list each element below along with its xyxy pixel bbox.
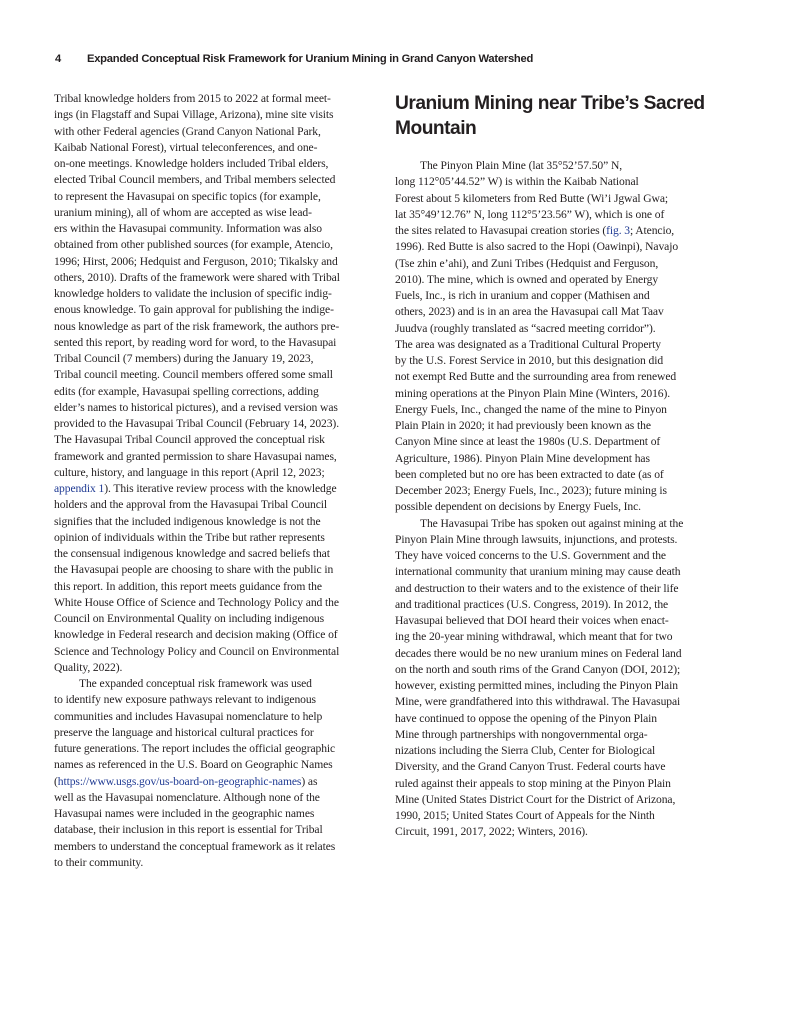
- text-line: Energy Fuels, Inc., changed the name of the mine to Pinyon: [395, 402, 667, 416]
- text-line: 1990, 2015; United States Court of Appeals for the Ninth: [395, 809, 655, 822]
- text-line: Science and Technology Policy and Council on Environmental: [54, 644, 340, 658]
- text-line: Havasupai believed that DOI heard their voices when enact-: [395, 614, 669, 627]
- text-line: The area was designated as a Traditional Cultural Property: [395, 337, 661, 351]
- text-line: 2010). The mine, which is owned and operated by Energy: [395, 272, 659, 286]
- text-line: Quality, 2022).: [54, 660, 123, 674]
- text-line: Tribal knowledge holders from 2015 to 2022 at formal meet-: [54, 92, 331, 105]
- text-line: elder’s names to historical pictures), and a revised version was: [54, 400, 338, 414]
- text-line: the consensual indigenous knowledge and sacred beliefs that: [54, 547, 330, 560]
- text-line: provided to the Havasupai Tribal Council (February 14, 2023).: [54, 417, 339, 430]
- text-line: Mine through partnerships with nongovernmental orga-: [395, 727, 648, 741]
- section-heading-line: Uranium Mining near Tribe’s Sacred: [395, 93, 705, 114]
- text-line: international community that uranium mining may cause death: [395, 565, 681, 579]
- text-line: ing the 20-year mining withdrawal, which meant that for two: [395, 630, 673, 644]
- text-line: by the U.S. Forest Service in 2010, but this designation did: [395, 354, 664, 367]
- text-line: 1996; Hirst, 2006; Hedquist and Ferguson, 2010; Tikalsky and: [54, 254, 338, 268]
- section-heading-line: Mountain: [395, 118, 477, 139]
- text-line: The expanded conceptual risk framework was used: [79, 677, 312, 690]
- text-segment: (: [54, 774, 58, 788]
- text-segment: ). This iterative review process with the knowledge: [104, 482, 337, 495]
- text-line: on-one meetings. Knowledge holders included Tribal elders,: [54, 157, 329, 170]
- text-line: Plain Plain in 2020; it had previously been known as the: [395, 419, 651, 432]
- text-line: The Havasupai Tribe has spoken out against mining at the: [420, 516, 684, 530]
- text-line: culture, history, and language in this report (April 12, 2023;: [54, 465, 325, 479]
- text-line: ruled against their appeals to stop mining at the Pinyon Plain: [395, 776, 671, 790]
- text-segment: ) as: [301, 774, 318, 788]
- text-line: signifies that the included indigenous knowledge is not the: [54, 514, 321, 528]
- text-line: to their community.: [54, 855, 144, 869]
- text-line: knowledge holders to validate the inclusion of specific indig-: [54, 287, 332, 300]
- text-segment: ; Atencio,: [630, 224, 675, 237]
- text-line: others, 2023) and is in an area the Havasupai call Mat Taav: [395, 305, 664, 319]
- text-line: holders and the approval from the Havasupai Tribal Council: [54, 498, 328, 512]
- running-head: [55, 53, 755, 65]
- text-line: Agriculture, 1986). Pinyon Plain Mine development has: [395, 451, 650, 465]
- inline-link[interactable]: appendix 1: [54, 482, 105, 495]
- text-line: [54, 774, 380, 790]
- text-line: Tribal council meeting. Council members offered some small: [54, 368, 333, 382]
- left-column: [54, 91, 380, 871]
- section-heading: [395, 91, 724, 141]
- text-line: edits (for example, Havasupai spelling corrections, adding: [54, 384, 319, 398]
- text-line: Diversity, and the Grand Canyon Trust. Federal courts have: [395, 760, 666, 774]
- text-line: opinion of individuals within the Tribe but rather represents: [54, 530, 325, 544]
- text-line: ings (in Flagstaff and Supai Village, Arizona), mine site visits: [54, 108, 334, 122]
- text-line: future generations. The report includes the official geographic: [54, 742, 336, 755]
- running-head-title: Expanded Conceptual Risk Framework for Uranium Mining in Grand Canyon Watershed: [87, 53, 534, 65]
- text-line: Council on Environmental Quality on including indigenous: [54, 612, 325, 625]
- text-line: this report. In addition, this report meets guidance from the: [54, 579, 322, 593]
- text-line: been completed but no ore has been extracted to date (as of: [395, 467, 664, 481]
- right-column: [395, 91, 724, 841]
- text-line: and traditional practices (U.S. Congress, 2019). In 2012, the: [395, 597, 669, 611]
- inline-link[interactable]: https://www.usgs.gov/us-board-on-geographic-names: [57, 774, 302, 788]
- text-line: framework and granted permission to share Havasupai names,: [54, 449, 337, 463]
- text-line: Fuels, Inc., is rich in uranium and copper (Mathisen and: [395, 289, 650, 302]
- text-line: and destruction to their waters and to the existence of their life: [395, 581, 679, 595]
- text-line: December 2023; Energy Fuels, Inc., 2023); future mining is: [395, 484, 667, 497]
- text-line: Kaibab National Forest), virtual teleconferences, and one-: [54, 140, 318, 154]
- text-line: on the north and south rims of the Grand Canyon (DOI, 2012);: [395, 662, 681, 676]
- text-line: The Havasupai Tribal Council approved the conceptual risk: [54, 433, 325, 447]
- text-line: Havasupai names were included in the geographic names: [54, 807, 315, 820]
- text-line: obtained from other published sources (for example, Atencio,: [54, 238, 333, 252]
- text-line: knowledge in Federal research and decision making (Office of: [54, 628, 338, 642]
- text-line: They have voiced concerns to the U.S. Government and the: [395, 549, 666, 562]
- text-line: to represent the Havasupai on specific topics (for example,: [54, 189, 321, 203]
- text-line: Mine, were grandfathered into this withdrawal. The Havasupai: [395, 695, 681, 709]
- text-line: elected Tribal Council members, and Tribal members selected: [54, 173, 336, 187]
- text-line: preserve the language and historical cultural practices for: [54, 725, 314, 739]
- text-line: Forest about 5 kilometers from Red Butte (Wi’i Jgwal Gwa;: [395, 191, 668, 205]
- text-line: however, existing permitted mines, including the Pinyon Plain: [395, 679, 678, 692]
- text-line: long 112°05’44.52” W) is within the Kaibab National: [395, 175, 639, 189]
- text-line: Mine (United States District Court for the District of Arizona,: [395, 792, 676, 806]
- text-line: the Havasupai people are choosing to share with the public in: [54, 563, 334, 577]
- text-line: possible dependent on decisions by Energy Fuels, Inc.: [395, 500, 641, 514]
- text-line: [395, 223, 724, 239]
- text-line: others, 2010). Drafts of the framework were shared with Tribal: [54, 270, 340, 284]
- text-line: with other Federal agencies (Grand Canyon National Park,: [54, 124, 321, 138]
- text-line: ers within the Havasupai community. Information was also: [54, 222, 322, 235]
- text-line: have continued to oppose the opening of the Pinyon Plain: [395, 711, 657, 725]
- right-column-body: [395, 158, 724, 841]
- text-line: Juudva (roughly translated as “sacred meeting corridor”).: [395, 321, 656, 335]
- text-line: 1996). Red Butte is also sacred to the Hopi (Oawinpi), Navajo: [395, 240, 679, 254]
- text-line: Pinyon Plain Mine through lawsuits, injunctions, and protests.: [395, 532, 678, 546]
- text-line: sented this report, by reading word for word, to the Havasupai: [54, 335, 337, 349]
- text-line: [54, 481, 380, 497]
- text-line: (Tse zhin e’ahi), and Zuni Tribes (Hedquist and Ferguson,: [395, 256, 659, 270]
- text-line: Canyon Mine since at least the 1980s (U.S. Department of: [395, 435, 661, 449]
- text-line: not exempt Red Butte and the surrounding area from renewed: [395, 370, 677, 384]
- text-line: database, their inclusion in this report is essential for Tribal: [54, 823, 323, 837]
- text-line: to identify new exposure pathways relevant to indigenous: [54, 693, 316, 707]
- text-line: uranium mining), all of whom are accepted as wise lead-: [54, 205, 312, 219]
- text-line: mining operations at the Pinyon Plain Mine (Winters, 2016).: [395, 386, 671, 400]
- text-segment: the sites related to Havasupai creation stories (: [395, 224, 607, 237]
- text-line: members to understand the conceptual framework as it relates: [54, 839, 336, 853]
- page-number: 4: [55, 53, 61, 65]
- text-line: nizations including the Sierra Club, Center for Biological: [395, 744, 656, 757]
- text-line: enous knowledge. To gain approval for publishing the indige-: [54, 303, 334, 317]
- text-line: nous knowledge as part of the risk framework, the authors pre-: [54, 319, 340, 333]
- inline-link[interactable]: fig. 3: [606, 224, 630, 237]
- text-line: Tribal Council (7 members) during the January 19, 2023,: [54, 352, 314, 365]
- text-line: communities and includes Havasupai nomenclature to help: [54, 709, 323, 723]
- text-line: Circuit, 1991, 2017, 2022; Winters, 2016).: [395, 825, 588, 839]
- text-line: well as the Havasupai nomenclature. Although none of the: [54, 790, 320, 804]
- text-line: names as referenced in the U.S. Board on Geographic Names: [54, 758, 333, 772]
- text-line: White House Office of Science and Technology Policy and the: [54, 595, 339, 609]
- text-line: lat 35°49’12.76” N, long 112°5’23.56” W), which is one of: [395, 207, 665, 221]
- text-line: The Pinyon Plain Mine (lat 35°52’57.50” N,: [420, 159, 623, 172]
- text-line: decades there would be no new uranium mines on Federal land: [395, 646, 682, 660]
